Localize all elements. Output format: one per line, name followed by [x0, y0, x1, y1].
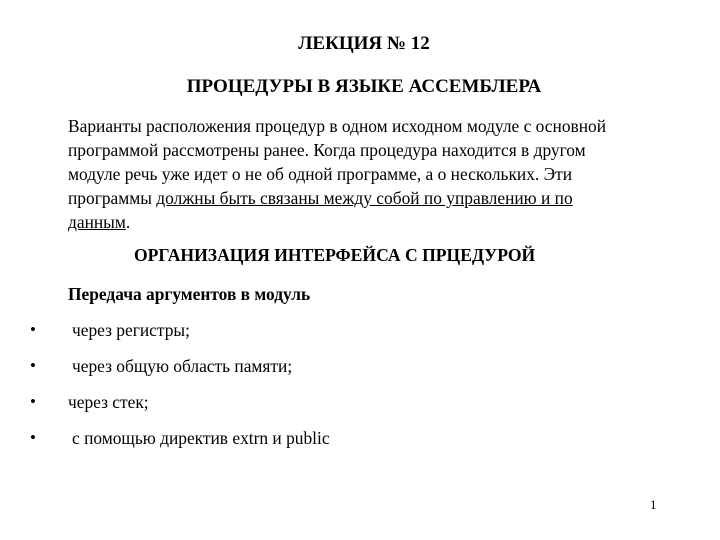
list-item-text: через общую область памяти;: [72, 356, 293, 376]
intro-paragraph: [68, 114, 708, 234]
bullet-icon: •: [30, 356, 36, 375]
intro-underlined-text: данным: [68, 212, 126, 232]
topic-title: ПРОЦЕДУРЫ В ЯЗЫКЕ АССЕМБЛЕРА: [186, 76, 542, 97]
page-number: 1: [650, 497, 657, 512]
list-item-text: через стек;: [68, 392, 149, 412]
intro-line: модуле речь уже идет о не об одной программе, а о нескольких. Эти: [68, 164, 573, 184]
intro-line: [68, 186, 708, 210]
list-item: [0, 320, 720, 346]
intro-line: [68, 210, 708, 234]
intro-text: программы: [68, 188, 157, 208]
list-item-text: через регистры;: [72, 320, 190, 340]
list-item-text: с помощью директив extrn и public: [72, 428, 330, 448]
bullet-icon: •: [30, 392, 36, 411]
bullet-icon: •: [30, 320, 36, 339]
subheading: Передача аргументов в модуль: [68, 284, 311, 304]
list-item: [0, 392, 720, 418]
list-item: [0, 428, 720, 454]
section-heading: ОРГАНИЗАЦИЯ ИНТЕРФЕЙСА С ПРЦЕДУРОЙ: [134, 245, 536, 265]
list-item: [0, 356, 720, 382]
intro-text: .: [125, 212, 131, 232]
intro-line: программой рассмотрены ранее. Когда процедура находится в другом: [68, 140, 586, 160]
intro-underlined-text: должны быть связаны между собой по управлению и по: [156, 188, 573, 208]
intro-line: Варианты расположения процедур в одном исходном модуле с основной: [68, 116, 607, 136]
bullet-icon: •: [30, 428, 36, 447]
lecture-title: ЛЕКЦИЯ № 12: [298, 33, 430, 54]
